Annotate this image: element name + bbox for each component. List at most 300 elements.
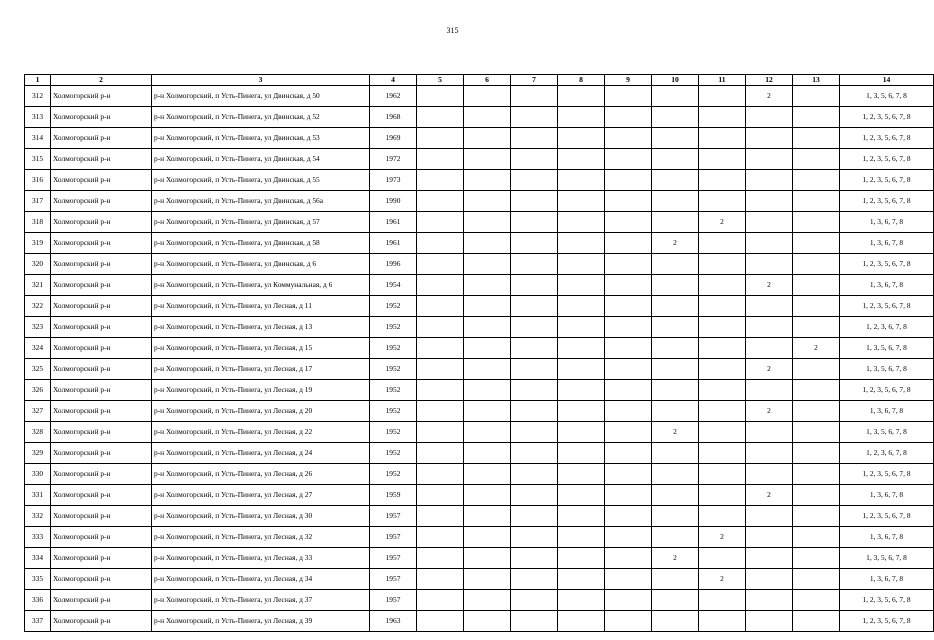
cell-c13 (793, 464, 840, 485)
table-row (25, 212, 934, 233)
cell-c9 (605, 191, 652, 212)
cell-c9 (605, 590, 652, 611)
cell-c11 (699, 506, 746, 527)
cell-c13 (793, 275, 840, 296)
cell-c11 (699, 611, 746, 632)
cell-c8 (558, 191, 605, 212)
cell-c5 (417, 443, 464, 464)
cell-c2: Холмогорский р-н (51, 296, 152, 317)
cell-c6 (464, 359, 511, 380)
cell-c6 (464, 275, 511, 296)
cell-c11 (699, 422, 746, 443)
cell-c2: Холмогорский р-н (51, 611, 152, 632)
cell-c11 (699, 149, 746, 170)
cell-c13 (793, 233, 840, 254)
cell-c1: 327 (25, 401, 51, 422)
cell-c14: 1, 2, 3, 5, 6, 7, 8 (840, 611, 934, 632)
cell-c3: р-н Холмогорский, п Усть-Пинега, ул Двинская, д 58 (152, 233, 370, 254)
cell-c11 (699, 233, 746, 254)
cell-c9 (605, 548, 652, 569)
cell-c14: 1, 3, 5, 6, 7, 8 (840, 86, 934, 107)
cell-c14: 1, 3, 5, 6, 7, 8 (840, 359, 934, 380)
cell-c13 (793, 380, 840, 401)
cell-c1: 332 (25, 506, 51, 527)
cell-c13 (793, 611, 840, 632)
cell-c3: р-н Холмогорский, п Усть-Пинега, ул Лесная, д 37 (152, 590, 370, 611)
cell-c11 (699, 464, 746, 485)
cell-c9 (605, 422, 652, 443)
cell-c7 (511, 590, 558, 611)
cell-c7 (511, 128, 558, 149)
cell-c9 (605, 170, 652, 191)
cell-c2: Холмогорский р-н (51, 212, 152, 233)
cell-c2: Холмогорский р-н (51, 233, 152, 254)
cell-c4: 1952 (370, 443, 417, 464)
cell-c10 (652, 359, 699, 380)
cell-c13 (793, 149, 840, 170)
column-header-10: 10 (652, 75, 699, 86)
table-row (25, 401, 934, 422)
cell-c7 (511, 422, 558, 443)
housing-table (24, 74, 934, 632)
cell-c9 (605, 527, 652, 548)
cell-c14: 1, 2, 3, 6, 7, 8 (840, 317, 934, 338)
cell-c6 (464, 611, 511, 632)
table-row (25, 611, 934, 632)
cell-c10 (652, 611, 699, 632)
cell-c9 (605, 464, 652, 485)
table-row (25, 275, 934, 296)
cell-c5 (417, 464, 464, 485)
cell-c6 (464, 548, 511, 569)
cell-c5 (417, 506, 464, 527)
cell-c8 (558, 569, 605, 590)
cell-c7 (511, 170, 558, 191)
cell-c9 (605, 233, 652, 254)
cell-c9 (605, 86, 652, 107)
cell-c4: 1957 (370, 569, 417, 590)
cell-c2: Холмогорский р-н (51, 443, 152, 464)
cell-c12: 2 (746, 275, 793, 296)
cell-c12 (746, 128, 793, 149)
cell-c9 (605, 569, 652, 590)
cell-c14: 1, 2, 3, 5, 6, 7, 8 (840, 506, 934, 527)
cell-c10 (652, 401, 699, 422)
cell-c4: 1972 (370, 149, 417, 170)
cell-c11 (699, 590, 746, 611)
cell-c10: 2 (652, 233, 699, 254)
cell-c12 (746, 296, 793, 317)
cell-c6 (464, 212, 511, 233)
cell-c5 (417, 338, 464, 359)
cell-c12 (746, 212, 793, 233)
cell-c14: 1, 2, 3, 5, 6, 7, 8 (840, 128, 934, 149)
cell-c3: р-н Холмогорский, п Усть-Пинега, ул Лесная, д 17 (152, 359, 370, 380)
cell-c6 (464, 380, 511, 401)
cell-c2: Холмогорский р-н (51, 149, 152, 170)
cell-c6 (464, 296, 511, 317)
cell-c7 (511, 464, 558, 485)
cell-c5 (417, 569, 464, 590)
cell-c9 (605, 380, 652, 401)
cell-c12 (746, 107, 793, 128)
table-row (25, 548, 934, 569)
cell-c8 (558, 506, 605, 527)
cell-c1: 325 (25, 359, 51, 380)
cell-c9 (605, 149, 652, 170)
cell-c7 (511, 254, 558, 275)
cell-c8 (558, 254, 605, 275)
cell-c14: 1, 2, 3, 5, 6, 7, 8 (840, 107, 934, 128)
cell-c4: 1952 (370, 401, 417, 422)
cell-c8 (558, 86, 605, 107)
cell-c10 (652, 191, 699, 212)
cell-c5 (417, 401, 464, 422)
column-header-3: 3 (152, 75, 370, 86)
cell-c2: Холмогорский р-н (51, 317, 152, 338)
cell-c6 (464, 401, 511, 422)
table-row (25, 359, 934, 380)
column-header-9: 9 (605, 75, 652, 86)
cell-c8 (558, 401, 605, 422)
cell-c2: Холмогорский р-н (51, 338, 152, 359)
cell-c6 (464, 422, 511, 443)
cell-c5 (417, 233, 464, 254)
cell-c4: 1952 (370, 359, 417, 380)
cell-c1: 322 (25, 296, 51, 317)
column-header-1: 1 (25, 75, 51, 86)
cell-c9 (605, 338, 652, 359)
cell-c10 (652, 149, 699, 170)
cell-c8 (558, 233, 605, 254)
cell-c2: Холмогорский р-н (51, 275, 152, 296)
cell-c12 (746, 611, 793, 632)
cell-c10 (652, 254, 699, 275)
cell-c1: 329 (25, 443, 51, 464)
cell-c4: 1990 (370, 191, 417, 212)
cell-c6 (464, 527, 511, 548)
cell-c6 (464, 569, 511, 590)
column-header-7: 7 (511, 75, 558, 86)
cell-c3: р-н Холмогорский, п Усть-Пинега, ул Лесная, д 22 (152, 422, 370, 443)
cell-c11 (699, 296, 746, 317)
cell-c12 (746, 464, 793, 485)
cell-c12 (746, 380, 793, 401)
cell-c7 (511, 611, 558, 632)
cell-c12: 2 (746, 401, 793, 422)
cell-c6 (464, 338, 511, 359)
cell-c10 (652, 170, 699, 191)
cell-c3: р-н Холмогорский, п Усть-Пинега, ул Лесная, д 15 (152, 338, 370, 359)
cell-c14: 1, 3, 6, 7, 8 (840, 275, 934, 296)
cell-c3: р-н Холмогорский, п Усть-Пинега, ул Лесная, д 19 (152, 380, 370, 401)
cell-c8 (558, 296, 605, 317)
cell-c8 (558, 485, 605, 506)
table-row (25, 422, 934, 443)
cell-c12 (746, 506, 793, 527)
cell-c1: 324 (25, 338, 51, 359)
cell-c5 (417, 212, 464, 233)
cell-c1: 315 (25, 149, 51, 170)
cell-c2: Холмогорский р-н (51, 359, 152, 380)
cell-c8 (558, 548, 605, 569)
cell-c9 (605, 254, 652, 275)
cell-c1: 320 (25, 254, 51, 275)
cell-c11 (699, 86, 746, 107)
column-header-6: 6 (464, 75, 511, 86)
cell-c13 (793, 359, 840, 380)
cell-c13 (793, 317, 840, 338)
cell-c3: р-н Холмогорский, п Усть-Пинега, ул Двинская, д 6 (152, 254, 370, 275)
cell-c6 (464, 506, 511, 527)
cell-c9 (605, 443, 652, 464)
cell-c11 (699, 107, 746, 128)
cell-c3: р-н Холмогорский, п Усть-Пинега, ул Двинская, д 55 (152, 170, 370, 191)
cell-c7 (511, 527, 558, 548)
cell-c1: 331 (25, 485, 51, 506)
table-header-row (25, 75, 934, 86)
table-row (25, 590, 934, 611)
cell-c11 (699, 485, 746, 506)
cell-c5 (417, 611, 464, 632)
cell-c7 (511, 212, 558, 233)
cell-c8 (558, 212, 605, 233)
cell-c13 (793, 548, 840, 569)
cell-c13 (793, 86, 840, 107)
cell-c13: 2 (793, 338, 840, 359)
cell-c13 (793, 485, 840, 506)
cell-c13 (793, 401, 840, 422)
cell-c3: р-н Холмогорский, п Усть-Пинега, ул Лесная, д 33 (152, 548, 370, 569)
cell-c13 (793, 590, 840, 611)
cell-c1: 326 (25, 380, 51, 401)
cell-c4: 1973 (370, 170, 417, 191)
cell-c8 (558, 275, 605, 296)
cell-c1: 318 (25, 212, 51, 233)
cell-c7 (511, 380, 558, 401)
cell-c5 (417, 86, 464, 107)
cell-c7 (511, 317, 558, 338)
cell-c4: 1952 (370, 296, 417, 317)
cell-c9 (605, 296, 652, 317)
cell-c10 (652, 296, 699, 317)
cell-c12 (746, 317, 793, 338)
column-header-2: 2 (51, 75, 152, 86)
cell-c7 (511, 569, 558, 590)
table-row (25, 464, 934, 485)
cell-c11 (699, 359, 746, 380)
cell-c14: 1, 3, 6, 7, 8 (840, 569, 934, 590)
cell-c10 (652, 128, 699, 149)
cell-c11 (699, 170, 746, 191)
cell-c12 (746, 338, 793, 359)
cell-c10 (652, 590, 699, 611)
cell-c9 (605, 212, 652, 233)
cell-c9 (605, 359, 652, 380)
cell-c6 (464, 170, 511, 191)
cell-c12 (746, 170, 793, 191)
cell-c8 (558, 170, 605, 191)
cell-c11 (699, 191, 746, 212)
cell-c10 (652, 86, 699, 107)
cell-c8 (558, 422, 605, 443)
cell-c7 (511, 548, 558, 569)
cell-c10 (652, 338, 699, 359)
cell-c8 (558, 443, 605, 464)
cell-c3: р-н Холмогорский, п Усть-Пинега, ул Лесная, д 11 (152, 296, 370, 317)
cell-c1: 321 (25, 275, 51, 296)
cell-c4: 1957 (370, 548, 417, 569)
cell-c5 (417, 548, 464, 569)
cell-c12: 2 (746, 86, 793, 107)
table-row (25, 338, 934, 359)
cell-c5 (417, 590, 464, 611)
cell-c7 (511, 86, 558, 107)
cell-c5 (417, 422, 464, 443)
cell-c14: 1, 2, 3, 5, 6, 7, 8 (840, 149, 934, 170)
cell-c12 (746, 233, 793, 254)
cell-c14: 1, 2, 3, 5, 6, 7, 8 (840, 191, 934, 212)
cell-c6 (464, 191, 511, 212)
cell-c10 (652, 485, 699, 506)
cell-c12 (746, 590, 793, 611)
table-row (25, 380, 934, 401)
cell-c3: р-н Холмогорский, п Усть-Пинега, ул Двинская, д 53 (152, 128, 370, 149)
column-header-12: 12 (746, 75, 793, 86)
cell-c7 (511, 296, 558, 317)
cell-c6 (464, 590, 511, 611)
cell-c3: р-н Холмогорский, п Усть-Пинега, ул Лесная, д 27 (152, 485, 370, 506)
cell-c4: 1952 (370, 464, 417, 485)
table-row (25, 527, 934, 548)
cell-c10: 2 (652, 548, 699, 569)
cell-c3: р-н Холмогорский, п Усть-Пинега, ул Двинская, д 54 (152, 149, 370, 170)
cell-c14: 1, 3, 6, 7, 8 (840, 485, 934, 506)
cell-c6 (464, 317, 511, 338)
cell-c10: 2 (652, 422, 699, 443)
cell-c7 (511, 401, 558, 422)
cell-c11 (699, 548, 746, 569)
cell-c8 (558, 107, 605, 128)
cell-c3: р-н Холмогорский, п Усть-Пинега, ул Коммунальная, д 6 (152, 275, 370, 296)
cell-c2: Холмогорский р-н (51, 107, 152, 128)
table-row (25, 170, 934, 191)
cell-c9 (605, 107, 652, 128)
cell-c1: 337 (25, 611, 51, 632)
cell-c2: Холмогорский р-н (51, 590, 152, 611)
table-row (25, 191, 934, 212)
cell-c12 (746, 569, 793, 590)
cell-c8 (558, 380, 605, 401)
cell-c12: 2 (746, 485, 793, 506)
cell-c7 (511, 191, 558, 212)
table-row (25, 86, 934, 107)
cell-c3: р-н Холмогорский, п Усть-Пинега, ул Лесная, д 32 (152, 527, 370, 548)
cell-c14: 1, 3, 6, 7, 8 (840, 401, 934, 422)
cell-c11: 2 (699, 527, 746, 548)
table-row (25, 506, 934, 527)
cell-c4: 1954 (370, 275, 417, 296)
cell-c2: Холмогорский р-н (51, 254, 152, 275)
cell-c1: 317 (25, 191, 51, 212)
cell-c3: р-н Холмогорский, п Усть-Пинега, ул Лесная, д 34 (152, 569, 370, 590)
cell-c5 (417, 296, 464, 317)
cell-c1: 312 (25, 86, 51, 107)
cell-c5 (417, 485, 464, 506)
cell-c8 (558, 128, 605, 149)
cell-c9 (605, 485, 652, 506)
cell-c13 (793, 296, 840, 317)
cell-c10 (652, 506, 699, 527)
cell-c11: 2 (699, 212, 746, 233)
cell-c5 (417, 317, 464, 338)
cell-c3: р-н Холмогорский, п Усть-Пинега, ул Лесная, д 20 (152, 401, 370, 422)
cell-c2: Холмогорский р-н (51, 464, 152, 485)
table-row (25, 485, 934, 506)
cell-c14: 1, 3, 6, 7, 8 (840, 527, 934, 548)
cell-c1: 333 (25, 527, 51, 548)
cell-c8 (558, 317, 605, 338)
cell-c2: Холмогорский р-н (51, 401, 152, 422)
cell-c2: Холмогорский р-н (51, 569, 152, 590)
cell-c8 (558, 338, 605, 359)
column-header-11: 11 (699, 75, 746, 86)
cell-c6 (464, 128, 511, 149)
cell-c5 (417, 359, 464, 380)
cell-c13 (793, 443, 840, 464)
cell-c4: 1952 (370, 380, 417, 401)
cell-c3: р-н Холмогорский, п Усть-Пинега, ул Лесная, д 39 (152, 611, 370, 632)
cell-c14: 1, 2, 3, 5, 6, 7, 8 (840, 464, 934, 485)
cell-c3: р-н Холмогорский, п Усть-Пинега, ул Двинская, д 57 (152, 212, 370, 233)
cell-c1: 319 (25, 233, 51, 254)
cell-c8 (558, 590, 605, 611)
cell-c5 (417, 128, 464, 149)
cell-c4: 1969 (370, 128, 417, 149)
cell-c6 (464, 485, 511, 506)
cell-c11 (699, 317, 746, 338)
cell-c10 (652, 443, 699, 464)
cell-c10 (652, 317, 699, 338)
cell-c11 (699, 275, 746, 296)
cell-c2: Холмогорский р-н (51, 170, 152, 191)
cell-c1: 330 (25, 464, 51, 485)
cell-c14: 1, 2, 3, 6, 7, 8 (840, 443, 934, 464)
cell-c5 (417, 149, 464, 170)
cell-c5 (417, 191, 464, 212)
cell-c12 (746, 191, 793, 212)
column-header-8: 8 (558, 75, 605, 86)
cell-c13 (793, 506, 840, 527)
cell-c2: Холмогорский р-н (51, 86, 152, 107)
cell-c2: Холмогорский р-н (51, 191, 152, 212)
cell-c4: 1952 (370, 317, 417, 338)
cell-c12 (746, 527, 793, 548)
cell-c2: Холмогорский р-н (51, 548, 152, 569)
cell-c2: Холмогорский р-н (51, 422, 152, 443)
cell-c10 (652, 107, 699, 128)
cell-c11 (699, 128, 746, 149)
cell-c2: Холмогорский р-н (51, 128, 152, 149)
cell-c13 (793, 128, 840, 149)
cell-c12 (746, 149, 793, 170)
cell-c12 (746, 443, 793, 464)
column-header-13: 13 (793, 75, 840, 86)
cell-c14: 1, 2, 3, 5, 6, 7, 8 (840, 296, 934, 317)
cell-c9 (605, 317, 652, 338)
cell-c5 (417, 380, 464, 401)
cell-c9 (605, 275, 652, 296)
